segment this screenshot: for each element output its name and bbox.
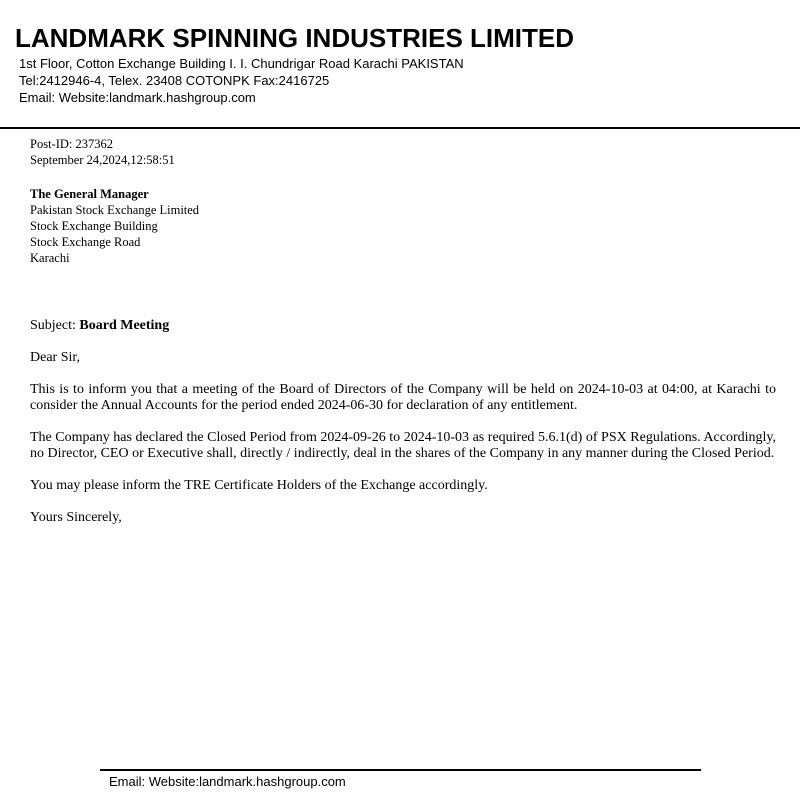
post-id: Post-ID: 237362 xyxy=(30,137,113,151)
recipient-block xyxy=(30,186,776,266)
company-name: LANDMARK SPINNING INDUSTRIES LIMITED xyxy=(15,23,574,53)
letter-body xyxy=(30,136,776,526)
body-paragraph-closed-period: The Company has declared the Closed Period from 2024-09-26 to 2024-10-03 as required 5.6.1(d) of PSX Regulations. Accordingly, no Director, CEO or Executive shall, directly / indirectly, deal in the shares of the Company in any manner during the Closed Period. xyxy=(30,430,776,461)
recipient-line: Karachi xyxy=(30,251,70,265)
footer xyxy=(100,769,701,789)
company-address: 1st Floor, Cotton Exchange Building I. I. Chundrigar Road Karachi PAKISTAN xyxy=(19,56,464,71)
subject-label: Subject: xyxy=(30,318,76,333)
closing: Yours Sincerely, xyxy=(30,510,122,525)
letterhead xyxy=(0,0,800,129)
body-paragraph-meeting: This is to inform you that a meeting of the Board of Directors of the Company will be held on 2024-10-03 at 04:00, at Karachi to consider the Annual Accounts for the period ended 2024-06-30 for declaration of any entitlement. xyxy=(30,382,776,413)
company-email-website: Email: Website:landmark.hashgroup.com xyxy=(19,90,256,105)
post-datetime: September 24,2024,12:58:51 xyxy=(30,153,175,167)
footer-email-website: Email: Website:landmark.hashgroup.com xyxy=(109,774,346,789)
post-meta xyxy=(30,136,776,168)
subject-line xyxy=(30,318,776,334)
recipient-line: Pakistan Stock Exchange Limited xyxy=(30,203,200,217)
recipient-line: Stock Exchange Building xyxy=(30,219,158,233)
recipient-title: The General Manager xyxy=(30,187,149,201)
recipient-line: Stock Exchange Road xyxy=(30,235,141,249)
body-paragraph-tre-notice: You may please inform the TRE Certificate Holders of the Exchange accordingly. xyxy=(30,478,488,493)
subject-value: Board Meeting xyxy=(79,318,170,333)
salutation: Dear Sir, xyxy=(30,350,80,365)
company-contact: Tel:2412946-4, Telex. 23408 COTONPK Fax:2416725 xyxy=(19,73,330,88)
